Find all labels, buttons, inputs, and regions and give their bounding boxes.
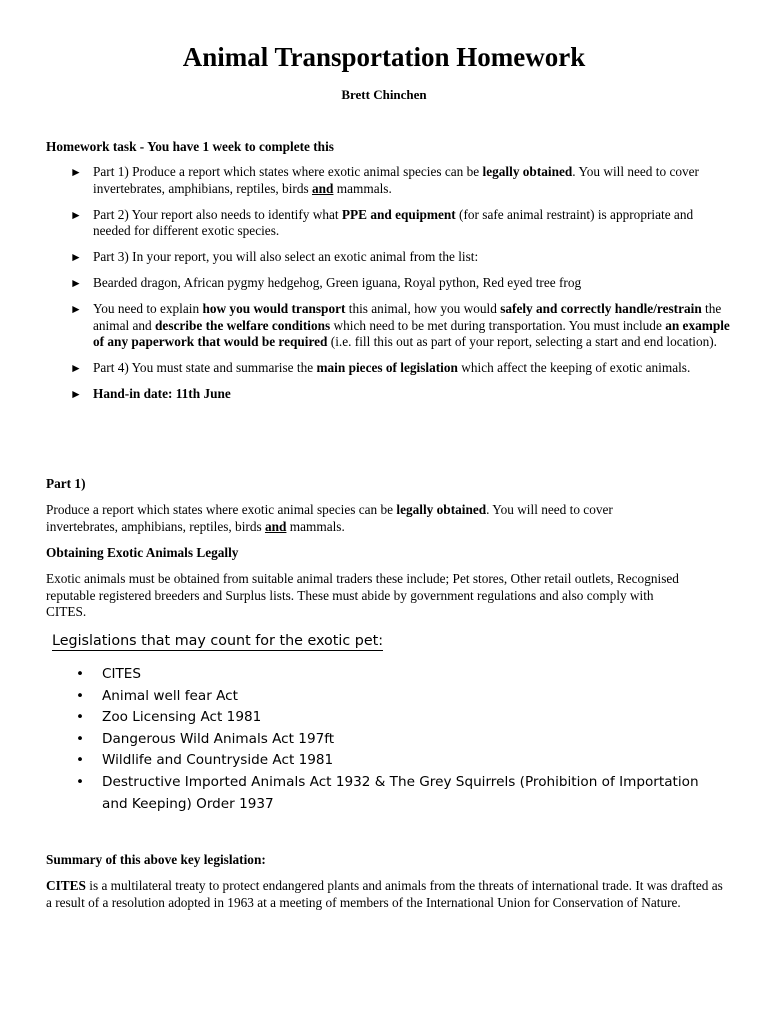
task-item: ► Part 1) Produce a report which states where exotic animal species can be legally obtained. You will need to cover invertebrates, amphibians, reptiles, birds and mammals. xyxy=(70,164,699,196)
author-name: Brett Chinchen xyxy=(341,87,427,102)
bullet-dot-icon: • xyxy=(76,709,85,726)
legislation-item: • Animal well fear Act xyxy=(76,686,726,708)
right-pointer-icon: ► xyxy=(70,387,82,402)
bullet-dot-icon: • xyxy=(76,752,85,769)
bullet-dot-icon: • xyxy=(76,666,85,682)
legislation-item: • Dangerous Wild Animals Act 197ft xyxy=(76,729,726,751)
right-pointer-icon: ► xyxy=(70,207,82,222)
legislation-item: • Zoo Licensing Act 1981 xyxy=(76,707,726,729)
hand-in-date: Hand-in date: 11th June xyxy=(93,386,231,402)
right-pointer-icon: ► xyxy=(70,302,82,317)
legislation-item: • CITES xyxy=(76,664,726,686)
right-pointer-icon: ► xyxy=(70,250,82,265)
right-pointer-icon: ► xyxy=(70,165,82,179)
part1-paragraph: Produce a report which states where exotic animal species can be legally obtained. You will need to cover invertebrates, amphibians, reptiles, birds and mammals. xyxy=(46,502,613,534)
homework-task-heading: Homework task - You have 1 week to complete this xyxy=(46,139,334,154)
legislation-list xyxy=(76,664,726,815)
bullet-dot-icon: • xyxy=(76,687,85,704)
right-pointer-icon: ► xyxy=(70,361,82,376)
task-item: ► Part 2) Your report also needs to identify what PPE and equipment (for safe animal restraint) is appropriate and needed for different exotic species. xyxy=(70,206,694,239)
legislation-item: • Wildlife and Countryside Act 1981 xyxy=(76,750,726,772)
task-item: ► Part 4) You must state and summarise the main pieces of legislation which affect the keeping of exotic animals. xyxy=(70,360,691,376)
obtaining-heading: Obtaining Exotic Animals Legally xyxy=(46,545,239,560)
bullet-dot-icon: • xyxy=(76,730,85,747)
obtaining-paragraph: Exotic animals must be obtained from suitable animal traders these include; Pet stores, Other retail outlets, Recognised reputable registered breeders and Surplus lists. These must abide by government regulations and also comply with CITES. xyxy=(46,571,679,620)
summary-heading: Summary of this above key legislation: xyxy=(46,852,266,867)
task-item: ► You need to explain how you would transport this animal, how you would safely and correctly handle/restrain the animal and describe the welfare conditions which need to be met during transportation. You must include an example of any paperwork that would be required (i.e. fill this out as part of your report, selecting a start and end location). xyxy=(70,301,730,350)
document-title: Animal Transportation Homework xyxy=(182,42,586,72)
legislations-heading: Legislations that may count for the exotic pet: xyxy=(52,633,384,649)
task-item xyxy=(70,386,730,403)
right-pointer-icon: ► xyxy=(70,276,82,291)
bullet-dot-icon: • xyxy=(76,773,85,790)
legislation-item: • Destructive Imported Animals Act 1932 & The Grey Squirrels (Prohibition of Importation and Keeping) Order 1937 xyxy=(76,773,699,812)
task-list xyxy=(70,164,730,412)
summary-paragraph: CITES is a multilateral treaty to protect endangered plants and animals from the threats of international trade. It was drafted as a result of a resolution adopted in 1963 at a meeting of members of the International Union for Conservation of Nature. xyxy=(46,878,723,910)
task-item: ► Bearded dragon, African pygmy hedgehog, Green iguana, Royal python, Red eyed tree frog xyxy=(70,275,582,291)
task-item: ► Part 3) In your report, you will also select an exotic animal from the list: xyxy=(70,249,479,265)
part1-heading: Part 1) xyxy=(46,476,86,491)
